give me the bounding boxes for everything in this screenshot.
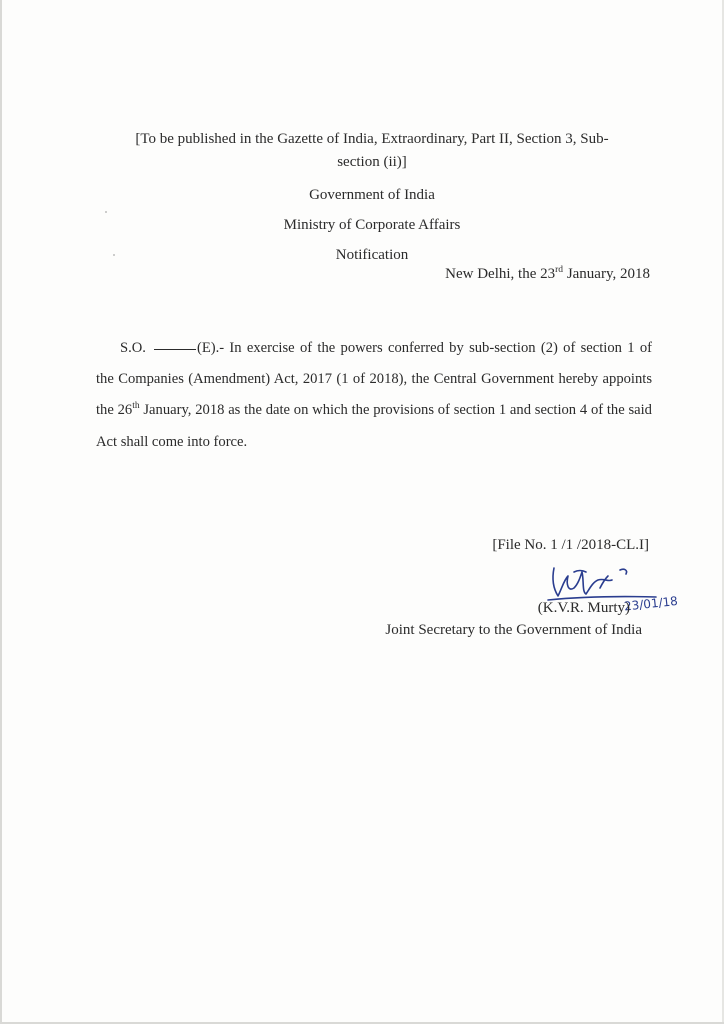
notification-header: [98, 128, 646, 267]
so-label: S.O.: [120, 340, 146, 356]
gazette-line-2: section (ii)]: [337, 154, 407, 170]
government-title: Government of India: [309, 187, 435, 203]
date-prefix: New Delhi, the 23: [445, 266, 556, 282]
date-rest: January, 2018: [563, 266, 650, 282]
notification-title: Notification: [335, 247, 409, 263]
signatory-designation: Joint Secretary to the Government of India: [385, 622, 642, 638]
body-text-rest: January, 2018 as the date on which the provisions of section 1 and section 4 of the said Act shall come into force.: [96, 402, 652, 450]
signature-date: 23/01/18: [623, 593, 679, 614]
so-number-blank: [154, 348, 196, 350]
gazette-line-1: [To be published in the Gazette of India, Extraordinary, Part II, Section 3, Sub-: [135, 131, 609, 147]
date-ordinal: rd: [555, 265, 564, 275]
date-line: [445, 266, 650, 283]
ministry-title: Ministry of Corporate Affairs: [283, 217, 461, 233]
notification-body: [96, 333, 652, 458]
day-ordinal: th: [132, 401, 140, 412]
signatory-name: (K.V.R. Murty): [537, 600, 630, 616]
file-number: [File No. 1 /1 /2018-CL.I]: [492, 537, 649, 553]
body-text-main: (E).- In exercise of the powers conferred by sub-section (2) of section 1 of the Companies (Amendment) Act, 2017 (1 of 2018), the Central Government hereby appoints the 26: [96, 340, 652, 419]
scan-edge-left: [0, 0, 2, 1024]
